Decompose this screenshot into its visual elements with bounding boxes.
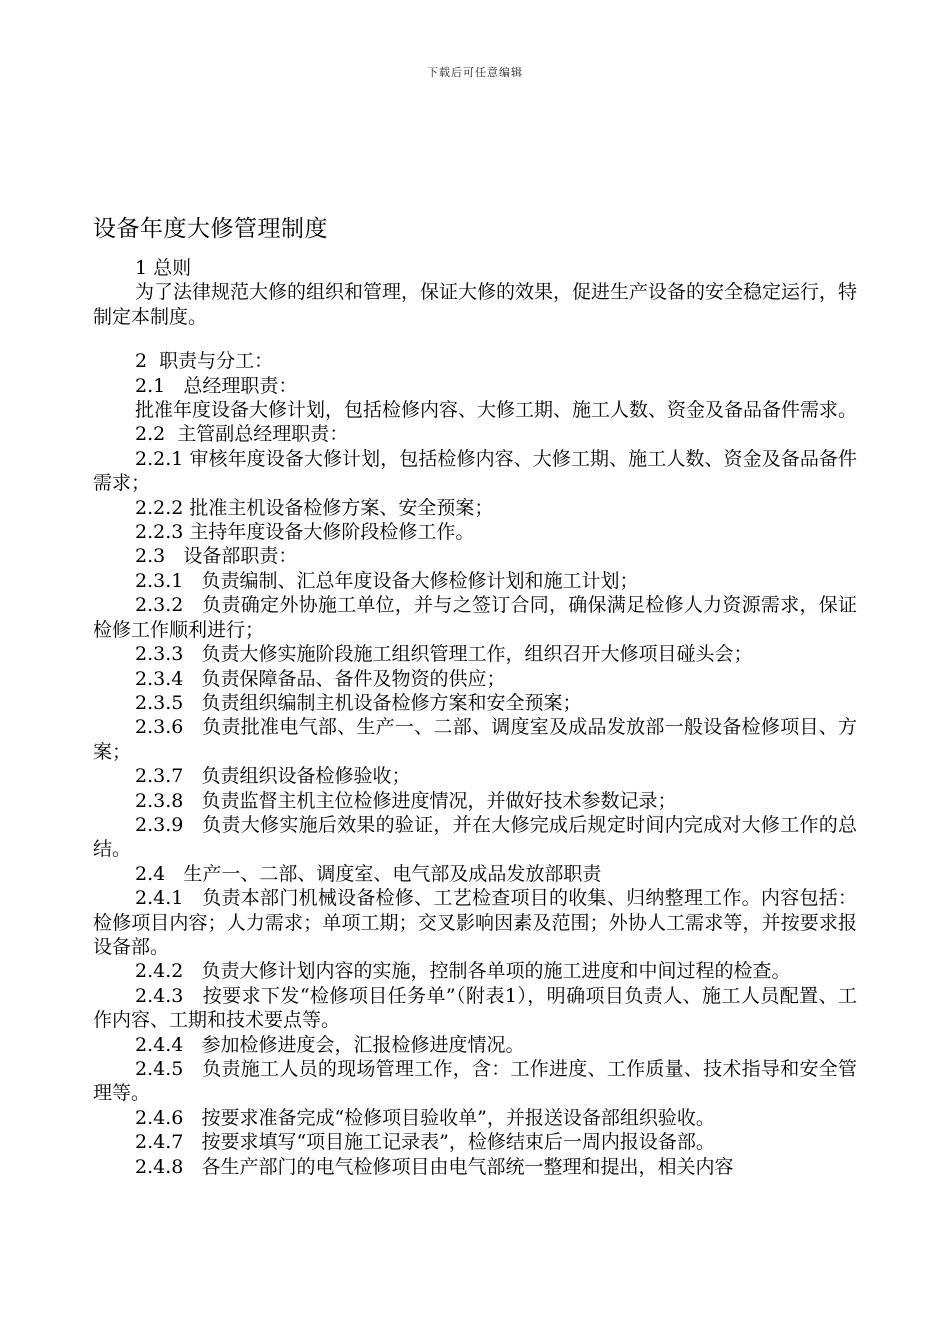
list-item: 2.3.6 负责批准电气部、生产一、二部、调度室及成品发放部一般设备检修项目、方案； bbox=[93, 716, 857, 763]
list-item: 2.2.1 审核年度设备大修计划，包括检修内容、大修工期、施工人数、资金及备品备件需求； bbox=[93, 447, 857, 495]
list-item: 2.4.3 按要求下发“检修项目任务单”（附表1），明确项目负责人、施工人员配置、工作内容、工期和技术要点等。 bbox=[93, 984, 857, 1032]
list-item: 2.4.2 负责大修计划内容的实施，控制各单项的施工进度和中间过程的检查。 bbox=[135, 960, 791, 983]
list-item: 2.3.2 负责确定外协施工单位，并与之签订合同，确保满足检修人力资源需求，保证检修工作顺利进行； bbox=[93, 594, 857, 641]
section-heading-general: 1 总则 bbox=[135, 257, 192, 279]
list-item: 2.4.1 负责本部门机械设备检修、工艺检查项目的收集、归纳整理工作。内容包括：检修项目内容；人力需求；单项工期；交叉影响因素及范围；外协人工需求等，并按要求报设备部。 bbox=[93, 887, 857, 958]
subsection-heading-vice-gm: 2.2 主管副总经理职责： bbox=[135, 423, 349, 446]
list-item: 2.2.3 主持年度设备大修阶段检修工作。 bbox=[135, 521, 475, 544]
list-item: 2.3.9 负责大修实施后效果的验证，并在大修完成后规定时间内完成对大修工作的总结。 bbox=[93, 813, 857, 861]
list-item: 2.2.2 批准主机设备检修方案、安全预案； bbox=[135, 496, 494, 519]
list-item: 2.3.1 负责编制、汇总年度设备大修检修计划和施工计划； bbox=[135, 569, 639, 592]
list-item: 2.3.3 负责大修实施阶段施工组织管理工作，组织召开大修项目碰头会； bbox=[135, 643, 753, 666]
list-item: 2.4.7 按要求填写“项目施工记录表”，检修结束后一周内报设备部。 bbox=[135, 1131, 715, 1154]
subsection-heading-gm: 2.1 总经理职责： bbox=[135, 374, 298, 397]
page-header-note: 下载后可任意编辑 bbox=[427, 66, 523, 79]
subsection-heading-equipment-dept: 2.3 设备部职责： bbox=[135, 545, 298, 568]
section-heading-duties: 2 职责与分工： bbox=[135, 350, 274, 373]
subsection-heading-production-depts: 2.4 生产一、二部、调度室、电气部及成品发放部职责 bbox=[135, 862, 602, 885]
document-title: 设备年度大修管理制度 bbox=[93, 216, 328, 242]
paragraph-gm-duty: 批准年度设备大修计划，包括检修内容、大修工期、施工人数、资金及备品备件需求。 bbox=[135, 399, 858, 422]
paragraph-purpose: 为了法律规范大修的组织和管理，保证大修的效果，促进生产设备的安全稳定运行，特制定本制度。 bbox=[93, 281, 858, 328]
list-item: 2.4.5 负责施工人员的现场管理工作，含：工作进度、工作质量、技术指导和安全管理等。 bbox=[93, 1058, 857, 1105]
list-item: 2.4.6 按要求准备完成“检修项目验收单”，并报送设备部组织验收。 bbox=[135, 1106, 715, 1129]
document-body bbox=[93, 256, 857, 1179]
list-item: 2.3.7 负责组织设备检修验收； bbox=[135, 765, 411, 788]
list-item: 2.4.4 参加检修进度会，汇报检修进度情况。 bbox=[135, 1033, 525, 1056]
list-item: 2.3.5 负责组织编制主机设备检修方案和安全预案； bbox=[135, 691, 582, 714]
list-item: 2.3.8 负责监督主机主位检修进度情况，并做好技术参数记录； bbox=[135, 789, 677, 812]
list-item: 2.4.8 各生产部门的电气检修项目由电气部统一整理和提出，相关内容 bbox=[135, 1155, 734, 1178]
list-item: 2.3.4 负责保障备品、备件及物资的供应； bbox=[135, 667, 506, 690]
